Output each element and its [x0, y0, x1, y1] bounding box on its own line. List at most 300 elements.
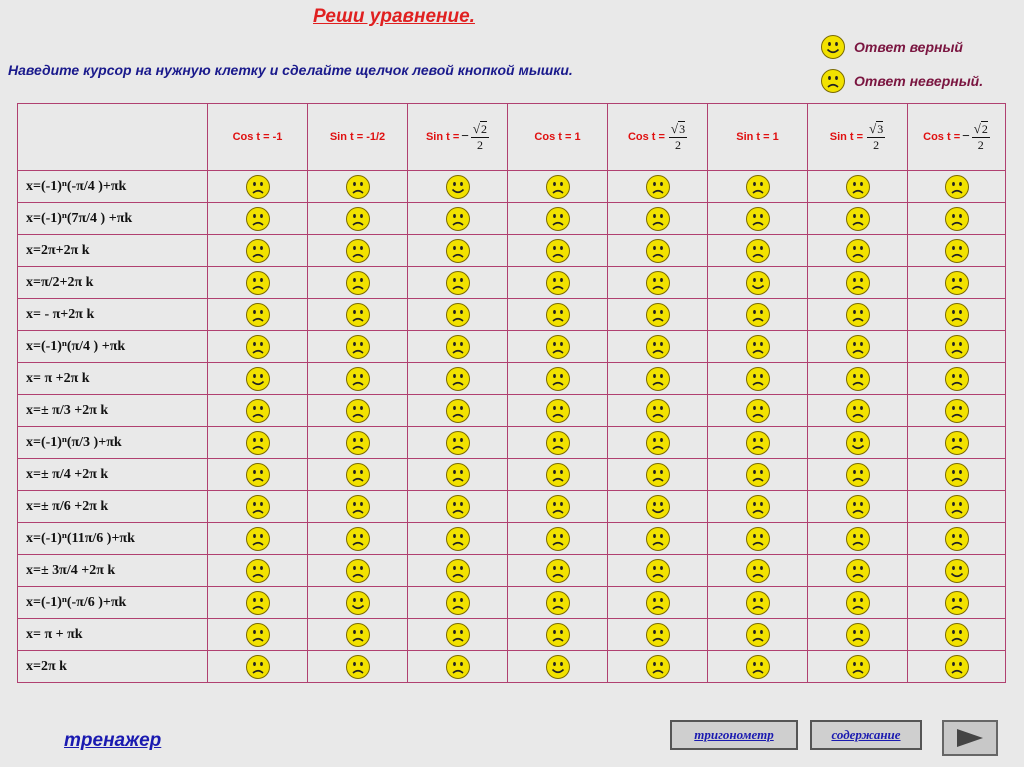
- sad-face-icon[interactable]: [545, 430, 571, 456]
- answer-cell[interactable]: [708, 267, 808, 299]
- sad-face-icon[interactable]: [345, 238, 371, 264]
- sad-face-icon[interactable]: [345, 430, 371, 456]
- sad-face-icon[interactable]: [245, 302, 271, 328]
- sad-face-icon[interactable]: [245, 430, 271, 456]
- answer-cell[interactable]: [208, 555, 308, 587]
- answer-cell[interactable]: [708, 203, 808, 235]
- sad-face-icon[interactable]: [645, 206, 671, 232]
- sad-face-icon[interactable]: [545, 206, 571, 232]
- answer-cell[interactable]: [708, 171, 808, 203]
- answer-cell[interactable]: [208, 171, 308, 203]
- sad-face-icon[interactable]: [545, 238, 571, 264]
- answer-cell[interactable]: [808, 555, 908, 587]
- answer-cell[interactable]: [308, 299, 408, 331]
- answer-cell[interactable]: [908, 395, 1006, 427]
- sad-face-icon[interactable]: [944, 398, 970, 424]
- answer-cell[interactable]: [908, 651, 1006, 683]
- sad-face-icon[interactable]: [245, 270, 271, 296]
- sad-face-icon[interactable]: [944, 430, 970, 456]
- sqrt-icon: √: [869, 121, 877, 136]
- table-row: [18, 363, 1006, 395]
- table-row: [18, 331, 1006, 363]
- answer-cell[interactable]: [508, 267, 608, 299]
- sad-face-icon[interactable]: [944, 270, 970, 296]
- sad-face-icon[interactable]: [845, 526, 871, 552]
- sad-face-icon[interactable]: [245, 558, 271, 584]
- sad-face-icon[interactable]: [345, 558, 371, 584]
- answer-cell[interactable]: [508, 203, 608, 235]
- sad-face-icon[interactable]: [645, 654, 671, 680]
- answer-cell[interactable]: [408, 651, 508, 683]
- answer-cell[interactable]: [808, 459, 908, 491]
- answer-cell[interactable]: [208, 331, 308, 363]
- answer-cell[interactable]: [508, 459, 608, 491]
- answer-cell[interactable]: [708, 491, 808, 523]
- answer-cell[interactable]: [408, 299, 508, 331]
- answer-cell[interactable]: [208, 651, 308, 683]
- sad-face-icon[interactable]: [345, 654, 371, 680]
- table-row: [18, 523, 1006, 555]
- sad-face-icon[interactable]: [944, 462, 970, 488]
- answer-cell[interactable]: [708, 459, 808, 491]
- sad-face-icon[interactable]: [845, 334, 871, 360]
- answer-cell[interactable]: [808, 491, 908, 523]
- sad-face-icon[interactable]: [745, 302, 771, 328]
- answer-cell[interactable]: [408, 331, 508, 363]
- answer-cell[interactable]: [908, 523, 1006, 555]
- answer-cell[interactable]: [408, 395, 508, 427]
- answer-cell[interactable]: [508, 395, 608, 427]
- sad-face-icon[interactable]: [645, 238, 671, 264]
- happy-face-icon[interactable]: [845, 430, 871, 456]
- answer-cell[interactable]: [608, 619, 708, 651]
- equation-cell: x=2π+2π k: [18, 235, 208, 267]
- sad-face-icon[interactable]: [545, 302, 571, 328]
- column-header-fraction: [669, 121, 687, 153]
- answer-cell[interactable]: [308, 331, 408, 363]
- answer-cell[interactable]: [208, 299, 308, 331]
- answer-cell[interactable]: [708, 363, 808, 395]
- sad-face-icon[interactable]: [345, 302, 371, 328]
- answer-cell[interactable]: [808, 235, 908, 267]
- sad-face-icon[interactable]: [645, 270, 671, 296]
- sad-face-icon[interactable]: [745, 174, 771, 200]
- answer-cell[interactable]: [908, 459, 1006, 491]
- sad-face-icon[interactable]: [845, 398, 871, 424]
- sad-face-icon[interactable]: [545, 174, 571, 200]
- answer-cell[interactable]: [308, 459, 408, 491]
- equation-cell: x=π/2+2π k: [18, 267, 208, 299]
- column-header-sign: −: [962, 127, 970, 143]
- answer-cell[interactable]: [308, 235, 408, 267]
- answer-cell[interactable]: [608, 203, 708, 235]
- equation-cell: x=(-1)ⁿ(-π/6 )+πk: [18, 587, 208, 619]
- column-header-prefix: Cos t =: [627, 130, 665, 143]
- sad-face-icon[interactable]: [645, 590, 671, 616]
- sad-face-icon: [820, 68, 846, 94]
- table-row: [18, 619, 1006, 651]
- sad-face-icon[interactable]: [645, 622, 671, 648]
- answer-cell[interactable]: [708, 651, 808, 683]
- answer-cell[interactable]: [208, 619, 308, 651]
- sad-face-icon[interactable]: [845, 366, 871, 392]
- answer-cell[interactable]: [208, 587, 308, 619]
- answer-cell[interactable]: [208, 203, 308, 235]
- answer-cell[interactable]: [608, 299, 708, 331]
- sad-face-icon[interactable]: [445, 526, 471, 552]
- answer-cell[interactable]: [708, 587, 808, 619]
- sad-face-icon[interactable]: [445, 398, 471, 424]
- sad-face-icon[interactable]: [545, 526, 571, 552]
- sad-face-icon[interactable]: [745, 494, 771, 520]
- sad-face-icon[interactable]: [545, 622, 571, 648]
- sad-face-icon[interactable]: [245, 334, 271, 360]
- sad-face-icon[interactable]: [245, 526, 271, 552]
- sad-face-icon[interactable]: [944, 174, 970, 200]
- sad-face-icon[interactable]: [445, 238, 471, 264]
- contents-button[interactable]: содержание: [810, 720, 922, 750]
- column-header-7: [908, 104, 1006, 171]
- table-row: [18, 203, 1006, 235]
- answer-cell[interactable]: [808, 395, 908, 427]
- sad-face-icon[interactable]: [645, 366, 671, 392]
- column-header-label: Sin t = -1/2: [329, 131, 386, 143]
- sad-face-icon[interactable]: [944, 494, 970, 520]
- sad-face-icon[interactable]: [944, 302, 970, 328]
- sad-face-icon[interactable]: [645, 398, 671, 424]
- sad-face-icon[interactable]: [645, 302, 671, 328]
- answer-cell[interactable]: [408, 427, 508, 459]
- answer-cell[interactable]: [408, 555, 508, 587]
- answer-cell[interactable]: [408, 267, 508, 299]
- sad-face-icon[interactable]: [645, 462, 671, 488]
- column-header-sign: −: [461, 127, 469, 143]
- sad-face-icon[interactable]: [645, 334, 671, 360]
- sad-face-icon[interactable]: [845, 622, 871, 648]
- answer-cell[interactable]: [808, 523, 908, 555]
- sad-face-icon[interactable]: [445, 206, 471, 232]
- sad-face-icon[interactable]: [944, 654, 970, 680]
- sad-face-icon[interactable]: [445, 622, 471, 648]
- answer-cell[interactable]: [808, 587, 908, 619]
- answer-cell[interactable]: [408, 363, 508, 395]
- column-header-prefix: Sin t =: [829, 130, 864, 143]
- answer-cell[interactable]: [508, 587, 608, 619]
- answer-cell[interactable]: [608, 523, 708, 555]
- answer-cell[interactable]: [808, 651, 908, 683]
- denominator: 2: [476, 138, 483, 152]
- sad-face-icon[interactable]: [545, 270, 571, 296]
- sad-face-icon[interactable]: [745, 430, 771, 456]
- sad-face-icon[interactable]: [845, 494, 871, 520]
- answer-cell[interactable]: [508, 171, 608, 203]
- sad-face-icon[interactable]: [345, 462, 371, 488]
- answer-cell[interactable]: [608, 331, 708, 363]
- sad-face-icon[interactable]: [944, 334, 970, 360]
- sad-face-icon[interactable]: [345, 398, 371, 424]
- sad-face-icon[interactable]: [944, 590, 970, 616]
- answer-cell[interactable]: [808, 363, 908, 395]
- answer-cell[interactable]: [608, 555, 708, 587]
- answer-cell[interactable]: [408, 491, 508, 523]
- sad-face-icon[interactable]: [245, 494, 271, 520]
- sad-face-icon[interactable]: [545, 494, 571, 520]
- answer-cell[interactable]: [208, 427, 308, 459]
- answer-cell[interactable]: [308, 395, 408, 427]
- page-title: Реши уравнение.: [313, 6, 475, 27]
- sad-face-icon[interactable]: [845, 590, 871, 616]
- answer-cell[interactable]: [908, 267, 1006, 299]
- equation-cell: x=± π/6 +2π k: [18, 491, 208, 523]
- sad-face-icon[interactable]: [245, 622, 271, 648]
- answer-cell[interactable]: [308, 491, 408, 523]
- answer-cell[interactable]: [908, 171, 1006, 203]
- answer-cell[interactable]: [708, 619, 808, 651]
- table-row: [18, 299, 1006, 331]
- sad-face-icon[interactable]: [545, 590, 571, 616]
- sad-face-icon[interactable]: [845, 462, 871, 488]
- answer-cell[interactable]: [608, 427, 708, 459]
- sad-face-icon[interactable]: [345, 526, 371, 552]
- sad-face-icon[interactable]: [944, 526, 970, 552]
- sad-face-icon[interactable]: [845, 302, 871, 328]
- sad-face-icon[interactable]: [745, 366, 771, 392]
- answer-cell[interactable]: [408, 619, 508, 651]
- answer-cell[interactable]: [708, 395, 808, 427]
- equation-cell: x=(-1)ⁿ(7π/4 ) +πk: [18, 203, 208, 235]
- answer-cell[interactable]: [908, 363, 1006, 395]
- next-button[interactable]: [942, 720, 998, 756]
- answer-cell[interactable]: [508, 427, 608, 459]
- sad-face-icon[interactable]: [445, 334, 471, 360]
- radicand: 2: [981, 122, 988, 136]
- sad-face-icon[interactable]: [545, 334, 571, 360]
- sad-face-icon[interactable]: [545, 398, 571, 424]
- answer-cell[interactable]: [708, 555, 808, 587]
- sad-face-icon[interactable]: [745, 398, 771, 424]
- sad-face-icon[interactable]: [245, 174, 271, 200]
- sad-face-icon[interactable]: [745, 654, 771, 680]
- happy-face-icon[interactable]: [745, 270, 771, 296]
- answer-cell[interactable]: [508, 331, 608, 363]
- equation-cell: x= - π+2π k: [18, 299, 208, 331]
- sad-face-icon[interactable]: [245, 462, 271, 488]
- sad-face-icon[interactable]: [545, 366, 571, 392]
- answer-cell[interactable]: [908, 587, 1006, 619]
- answer-cell[interactable]: [808, 331, 908, 363]
- answer-cell[interactable]: [808, 171, 908, 203]
- sad-face-icon[interactable]: [445, 654, 471, 680]
- answer-cell[interactable]: [208, 459, 308, 491]
- answer-cell[interactable]: [308, 523, 408, 555]
- happy-face-icon[interactable]: [345, 590, 371, 616]
- answer-cell[interactable]: [508, 363, 608, 395]
- answer-cell[interactable]: [508, 555, 608, 587]
- sad-face-icon[interactable]: [645, 558, 671, 584]
- sad-face-icon[interactable]: [345, 174, 371, 200]
- answer-cell[interactable]: [908, 555, 1006, 587]
- answer-cell[interactable]: [308, 363, 408, 395]
- answer-cell[interactable]: [308, 267, 408, 299]
- answer-cell[interactable]: [608, 651, 708, 683]
- answer-cell[interactable]: [608, 491, 708, 523]
- answer-cell[interactable]: [508, 619, 608, 651]
- sad-face-icon[interactable]: [745, 622, 771, 648]
- sad-face-icon[interactable]: [845, 270, 871, 296]
- sad-face-icon[interactable]: [445, 462, 471, 488]
- sad-face-icon[interactable]: [745, 334, 771, 360]
- answer-cell[interactable]: [208, 491, 308, 523]
- sad-face-icon[interactable]: [445, 590, 471, 616]
- trainer-link[interactable]: тренажер: [64, 730, 162, 751]
- sad-face-icon[interactable]: [845, 206, 871, 232]
- equation-cell: x=± π/3 +2π k: [18, 395, 208, 427]
- sad-face-icon[interactable]: [245, 238, 271, 264]
- happy-face-icon[interactable]: [944, 558, 970, 584]
- sad-face-icon[interactable]: [845, 238, 871, 264]
- sad-face-icon[interactable]: [445, 558, 471, 584]
- answer-cell[interactable]: [408, 523, 508, 555]
- answer-cell[interactable]: [308, 171, 408, 203]
- sad-face-icon[interactable]: [745, 206, 771, 232]
- answer-cell[interactable]: [908, 491, 1006, 523]
- sad-face-icon[interactable]: [745, 558, 771, 584]
- sad-face-icon[interactable]: [245, 398, 271, 424]
- trigonometer-button[interactable]: тригонометр: [670, 720, 798, 750]
- answer-cell[interactable]: [408, 235, 508, 267]
- table-row: [18, 459, 1006, 491]
- sad-face-icon[interactable]: [845, 174, 871, 200]
- answer-cell[interactable]: [308, 651, 408, 683]
- sad-face-icon[interactable]: [645, 174, 671, 200]
- happy-face-icon[interactable]: [245, 366, 271, 392]
- sad-face-icon[interactable]: [645, 526, 671, 552]
- answer-cell[interactable]: [808, 299, 908, 331]
- sad-face-icon[interactable]: [245, 590, 271, 616]
- sqrt-icon: √: [472, 121, 481, 136]
- answer-cell[interactable]: [808, 619, 908, 651]
- sad-face-icon[interactable]: [545, 462, 571, 488]
- answer-cell[interactable]: [208, 267, 308, 299]
- sad-face-icon[interactable]: [345, 622, 371, 648]
- legend-wrong: [820, 68, 983, 94]
- answer-cell[interactable]: [208, 235, 308, 267]
- answer-cell[interactable]: [708, 235, 808, 267]
- answer-cell[interactable]: [208, 523, 308, 555]
- answer-cell[interactable]: [908, 427, 1006, 459]
- happy-face-icon[interactable]: [445, 174, 471, 200]
- answer-cell[interactable]: [808, 427, 908, 459]
- answer-cell[interactable]: [208, 395, 308, 427]
- sad-face-icon[interactable]: [944, 622, 970, 648]
- answer-cell[interactable]: [308, 555, 408, 587]
- sad-face-icon[interactable]: [545, 558, 571, 584]
- sad-face-icon[interactable]: [345, 494, 371, 520]
- column-header-3: [508, 104, 608, 171]
- sad-face-icon[interactable]: [944, 366, 970, 392]
- radicand: 3: [679, 122, 686, 136]
- sad-face-icon[interactable]: [245, 654, 271, 680]
- answer-cell[interactable]: [308, 619, 408, 651]
- column-header-prefix: Sin t =: [425, 130, 460, 143]
- sad-face-icon[interactable]: [245, 206, 271, 232]
- sad-face-icon[interactable]: [445, 366, 471, 392]
- sad-face-icon[interactable]: [445, 430, 471, 456]
- column-header-2: [408, 104, 508, 171]
- sad-face-icon[interactable]: [445, 270, 471, 296]
- sad-face-icon[interactable]: [345, 206, 371, 232]
- sad-face-icon[interactable]: [345, 270, 371, 296]
- equation-cell: x=(-1)ⁿ(π/4 ) +πk: [18, 331, 208, 363]
- answer-cell[interactable]: [308, 203, 408, 235]
- answer-cell[interactable]: [608, 587, 708, 619]
- answer-cell[interactable]: [508, 299, 608, 331]
- answer-cell[interactable]: [708, 427, 808, 459]
- answer-cell[interactable]: [608, 267, 708, 299]
- answer-cell[interactable]: [808, 267, 908, 299]
- answer-cell[interactable]: [708, 331, 808, 363]
- sad-face-icon[interactable]: [445, 494, 471, 520]
- answer-cell[interactable]: [608, 395, 708, 427]
- sad-face-icon[interactable]: [445, 302, 471, 328]
- answer-cell[interactable]: [608, 459, 708, 491]
- column-header-label: Cos t = 1: [534, 131, 581, 143]
- sad-face-icon[interactable]: [745, 526, 771, 552]
- answer-cell[interactable]: [708, 523, 808, 555]
- sad-face-icon[interactable]: [845, 558, 871, 584]
- answer-cell[interactable]: [908, 235, 1006, 267]
- answer-cell[interactable]: [608, 235, 708, 267]
- sad-face-icon[interactable]: [745, 462, 771, 488]
- equation-cell: x= π +2π k: [18, 363, 208, 395]
- answer-cell[interactable]: [608, 171, 708, 203]
- happy-face-icon[interactable]: [545, 654, 571, 680]
- answer-cell[interactable]: [508, 491, 608, 523]
- column-header-1: [308, 104, 408, 171]
- sad-face-icon[interactable]: [745, 238, 771, 264]
- answer-cell[interactable]: [908, 299, 1006, 331]
- answer-cell[interactable]: [808, 203, 908, 235]
- sad-face-icon[interactable]: [944, 238, 970, 264]
- sad-face-icon[interactable]: [345, 334, 371, 360]
- happy-face-icon[interactable]: [645, 494, 671, 520]
- answer-cell[interactable]: [608, 363, 708, 395]
- answer-cell[interactable]: [408, 203, 508, 235]
- answer-cell[interactable]: [508, 523, 608, 555]
- column-header-fraction: [471, 121, 489, 153]
- answer-cell[interactable]: [208, 363, 308, 395]
- answer-cell[interactable]: [508, 235, 608, 267]
- sad-face-icon[interactable]: [745, 590, 771, 616]
- sad-face-icon[interactable]: [845, 654, 871, 680]
- answer-cell[interactable]: [708, 299, 808, 331]
- sad-face-icon[interactable]: [345, 366, 371, 392]
- answer-cell[interactable]: [508, 651, 608, 683]
- column-header-0: [208, 104, 308, 171]
- answer-cell[interactable]: [408, 171, 508, 203]
- answer-cell[interactable]: [308, 587, 408, 619]
- answer-cell[interactable]: [308, 427, 408, 459]
- answer-cell[interactable]: [908, 331, 1006, 363]
- equation-cell: x=2π k: [18, 651, 208, 683]
- sad-face-icon[interactable]: [645, 430, 671, 456]
- answer-cell[interactable]: [908, 203, 1006, 235]
- sad-face-icon[interactable]: [944, 206, 970, 232]
- answer-cell[interactable]: [408, 459, 508, 491]
- table-row: [18, 171, 1006, 203]
- answer-cell[interactable]: [408, 587, 508, 619]
- answer-cell[interactable]: [908, 619, 1006, 651]
